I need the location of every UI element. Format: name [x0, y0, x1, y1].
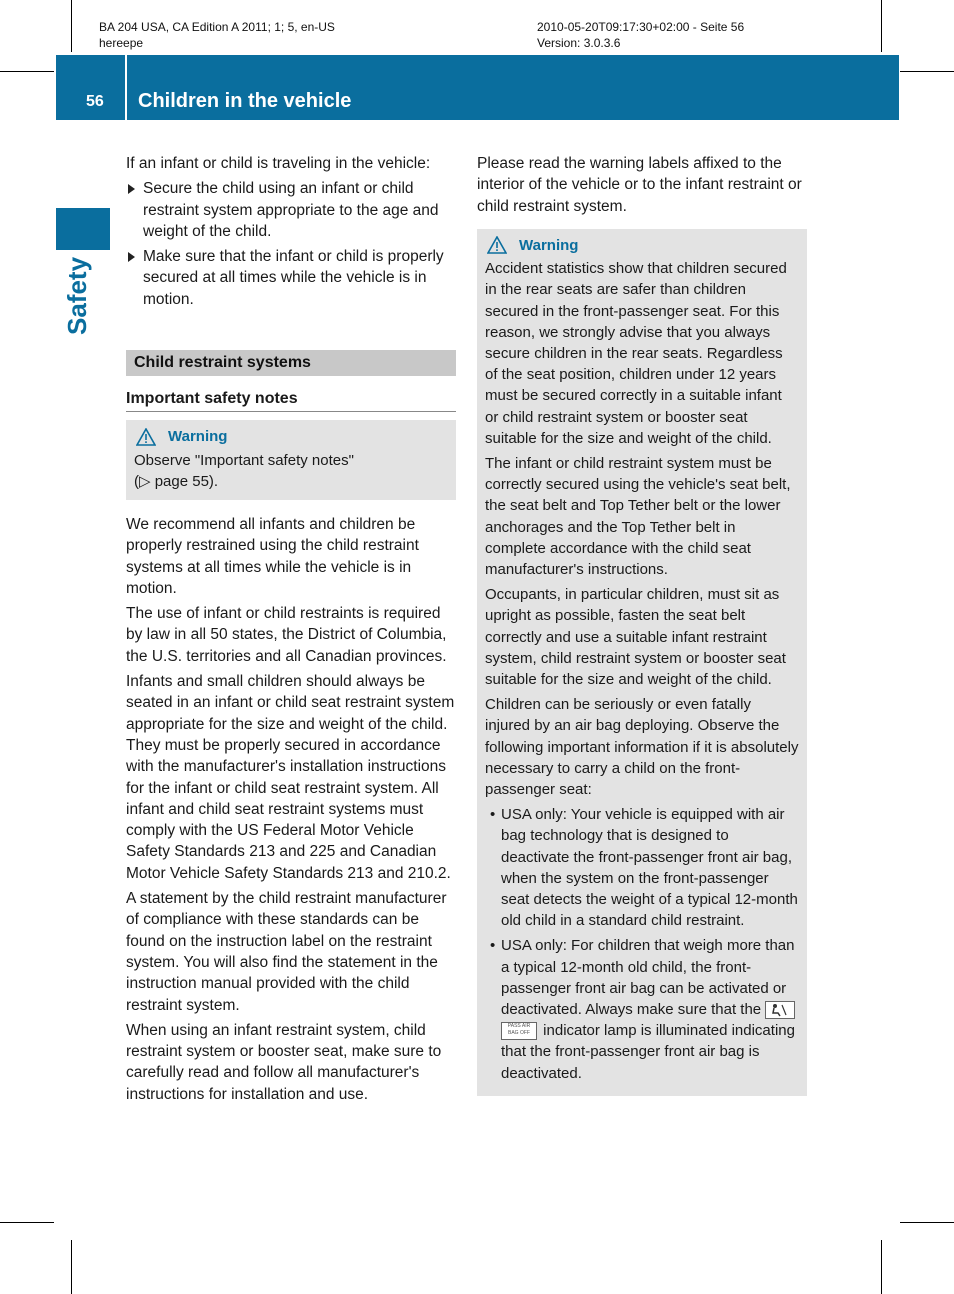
print-meta-line: hereepe	[99, 36, 144, 50]
page-number: 56	[86, 93, 104, 110]
warning-box	[477, 229, 807, 1096]
crop-mark	[900, 71, 954, 72]
warning-label: Warning	[519, 236, 579, 254]
left-column	[126, 153, 456, 1109]
warning-label: Warning	[168, 428, 228, 446]
warning-triangle-icon	[136, 428, 156, 446]
print-meta-left	[99, 19, 335, 51]
child-seat-icon	[766, 1002, 794, 1018]
warning-paragraph: Accident statistics show that children secured in the rear seats are safer than children secured in the front-passenger seat. For this reason, we strongly advise that you always secure children in the rear seats. Regardless of the seat position, children under 12 years must be secured correctly in a suitable infant or child restraint system or booster seat suitable for the size and weight of the child.	[485, 260, 787, 447]
list-item: Secure the child using an infant or child restraint system appropriate to the age and weight of the child.	[126, 178, 456, 242]
intro-text: If an infant or child is traveling in the vehicle:	[126, 155, 431, 172]
crop-mark	[0, 71, 54, 72]
crop-mark	[881, 1240, 882, 1294]
crop-mark	[900, 1222, 954, 1223]
right-column	[477, 153, 807, 1110]
list-item-text: indicator lamp is illuminated indicating that the front-passenger front air bag is deactivated.	[501, 1022, 795, 1082]
side-tab-label: Safety	[62, 256, 92, 335]
paragraph: When using an infant restraint system, child restraint system or booster seat, make sure to carefully read and follow all manufacturer's instructions for installation and use.	[126, 1021, 442, 1103]
pass-air-bag-off-lamp-icon: PASS AIR BAG OFF	[501, 1022, 537, 1040]
warning-paragraph: Occupants, in particular children, must sit as upright as possible, fasten the seat belt correctly and use a suitable infant restraint system, child restraint system or booster seat suitable for the size and weight of the child.	[485, 586, 786, 688]
list-item: • USA only: Your vehicle is equipped with air bag technology that is designed to deactivate the front-passenger front air bag, when the system on the front-passenger seat detects the weight of a typical 12-month old child in a standard child restraint.	[485, 804, 799, 931]
warning-header	[485, 235, 799, 256]
crop-mark	[71, 1240, 72, 1294]
list-item	[485, 935, 799, 1083]
list-item-text: USA only: For children that weigh more than a typical 12-month old child, the front-passenger front air bag can be activated or deactivated. Always make sure that the	[501, 937, 795, 1018]
crop-mark	[0, 1222, 54, 1223]
print-meta-line: BA 204 USA, CA Edition A 2011; 1; 5, en-US	[99, 20, 335, 34]
paragraph: The use of infant or child restraints is required by law in all 50 states, the District of Columbia, the U.S. territories and all Canadian provinces.	[126, 605, 447, 665]
paragraph: Infants and small children should always be seated in an infant or child seat restraint system appropriate for the size and weight of the child. They must be properly secured in accordance with the manufacturer's installation instructions for the infant or child seat restraint system. All infant and child seat restraint systems must comply with the US Federal Motor Vehicle Safety Standards 213 and 225 and Canadian Motor Vehicle Safety Standards 213 and 210.2.	[126, 673, 455, 882]
warning-text: Observe "Important safety notes"	[134, 451, 354, 469]
paragraph: We recommend all infants and children be properly restrained using the child restraint systems at all times while the vehicle is in motion.	[126, 515, 419, 597]
print-meta-line: Version: 3.0.3.6	[537, 36, 621, 50]
seat-occupant-icon	[765, 1001, 795, 1019]
subheading: Important safety notes	[126, 388, 456, 412]
list-item: Make sure that the infant or child is properly secured at all times while the vehicle is in motion.	[126, 246, 456, 310]
print-meta-right	[537, 19, 744, 51]
paragraph: A statement by the child restraint manufacturer of compliance with these standards can be found on the instruction label on the restraint system. You will also find the statement in the instruction manual provided with the child restraint system.	[126, 890, 447, 1014]
warning-paragraph: Children can be seriously or even fatally injured by an air bag deploying. Observe the following important information if it is absolutely necessary to carry a child on the front-passenger seat:	[485, 696, 799, 798]
side-tab-block	[56, 208, 110, 250]
header-divider	[125, 55, 127, 120]
page-reference-link[interactable]: (▷ page 55).	[134, 472, 219, 490]
crop-mark	[71, 0, 72, 52]
print-meta-line: 2010-05-20T09:17:30+02:00 - Seite 56	[537, 20, 745, 34]
warning-triangle-icon	[487, 236, 507, 254]
warning-header	[134, 426, 448, 447]
section-heading: Child restraint systems	[126, 350, 456, 376]
crop-mark	[881, 0, 882, 52]
warning-box	[126, 420, 456, 500]
page-title: Children in the vehicle	[138, 90, 352, 112]
intro-text: Please read the warning labels affixed to the interior of the vehicle or to the infant restraint or child restraint system.	[477, 155, 802, 215]
warning-paragraph: The infant or child restraint system must be correctly secured using the vehicle's seat belt, the seat belt and Top Tether belt or the lower anchorages and the Top Tether belt in complete accordance with the child seat manufacturer's instructions.	[485, 454, 791, 578]
